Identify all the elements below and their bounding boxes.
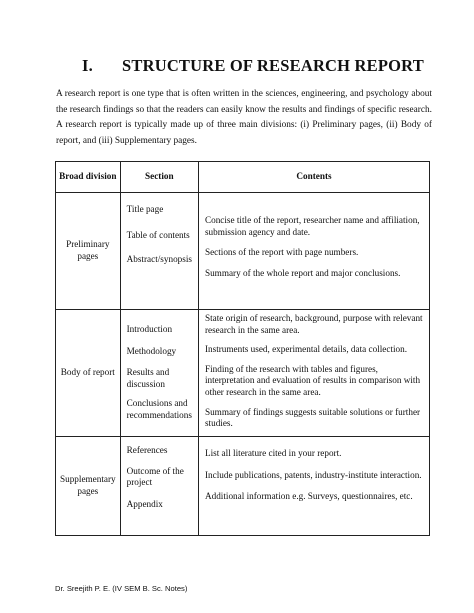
table-row-body xyxy=(56,310,430,437)
section-item: Appendix xyxy=(126,498,163,509)
page-title xyxy=(82,56,422,76)
division-cell: Supplementary pages xyxy=(56,437,121,536)
section-cell xyxy=(120,193,198,310)
section-item: Outcome of the project xyxy=(126,465,184,488)
contents-item: Finding of the research with tables and figures, interpretation and evaluation of results in comparison with other research in the same area. xyxy=(204,363,421,397)
section-item: Methodology xyxy=(126,345,177,356)
contents-item: Summary of findings suggests suitable solutions or further studies. xyxy=(204,406,421,429)
contents-item: Additional information e.g. Surveys, questionnaires, etc. xyxy=(204,491,413,502)
contents-cell xyxy=(198,193,429,310)
structure-table xyxy=(55,161,430,536)
contents-cell xyxy=(198,310,429,437)
table-header-row xyxy=(56,162,430,193)
page-footer: Dr. Sreejith P. E. (IV SEM B. Sc. Notes) xyxy=(55,584,188,593)
contents-item: Summary of the whole report and major conclusions. xyxy=(204,267,401,278)
header-broad-division: Broad division xyxy=(56,162,121,193)
header-contents: Contents xyxy=(198,162,429,193)
section-number: I. xyxy=(82,56,93,75)
header-section: Section xyxy=(120,162,198,193)
section-item: Introduction xyxy=(126,324,173,334)
intro-paragraph xyxy=(56,87,432,149)
section-item: Title page xyxy=(126,204,164,214)
contents-cell xyxy=(198,437,429,536)
contents-item: Concise title of the report, researcher name and affiliation, submission agency and date. xyxy=(204,215,420,237)
section-title: STRUCTURE OF RESEARCH REPORT xyxy=(122,56,424,75)
table-row-preliminary xyxy=(56,193,430,310)
contents-item: Sections of the report with page numbers. xyxy=(204,247,359,258)
contents-item: List all literature cited in your report. xyxy=(204,448,342,458)
section-cell xyxy=(120,310,198,437)
section-item: Table of contents xyxy=(126,229,190,240)
section-cell xyxy=(120,437,198,536)
intro-text: A research report is one type that is often written in the sciences, engineering, and psychology about the research findings so that the readers can easily know the results and findings of specific research. A research report is typically made up of three main divisions: (i) Preliminary pages, (ii) Body of report, and (iii) Supplementary pages. xyxy=(56,89,432,146)
table-row-supplementary xyxy=(56,437,430,536)
contents-item: Include publications, patents, industry-institute interaction. xyxy=(204,469,422,480)
contents-item: State origin of research, background, purpose with relevant research in the same area. xyxy=(204,313,423,335)
section-item: Abstract/synopsis xyxy=(126,254,192,265)
section-item: References xyxy=(126,445,168,455)
section-item: Conclusions and recommendations xyxy=(126,398,192,420)
section-item: Results and discussion xyxy=(126,367,170,389)
division-cell: Preliminary pages xyxy=(56,193,121,310)
division-cell: Body of report xyxy=(56,310,121,437)
contents-item: Instruments used, experimental details, data collection. xyxy=(204,344,408,355)
